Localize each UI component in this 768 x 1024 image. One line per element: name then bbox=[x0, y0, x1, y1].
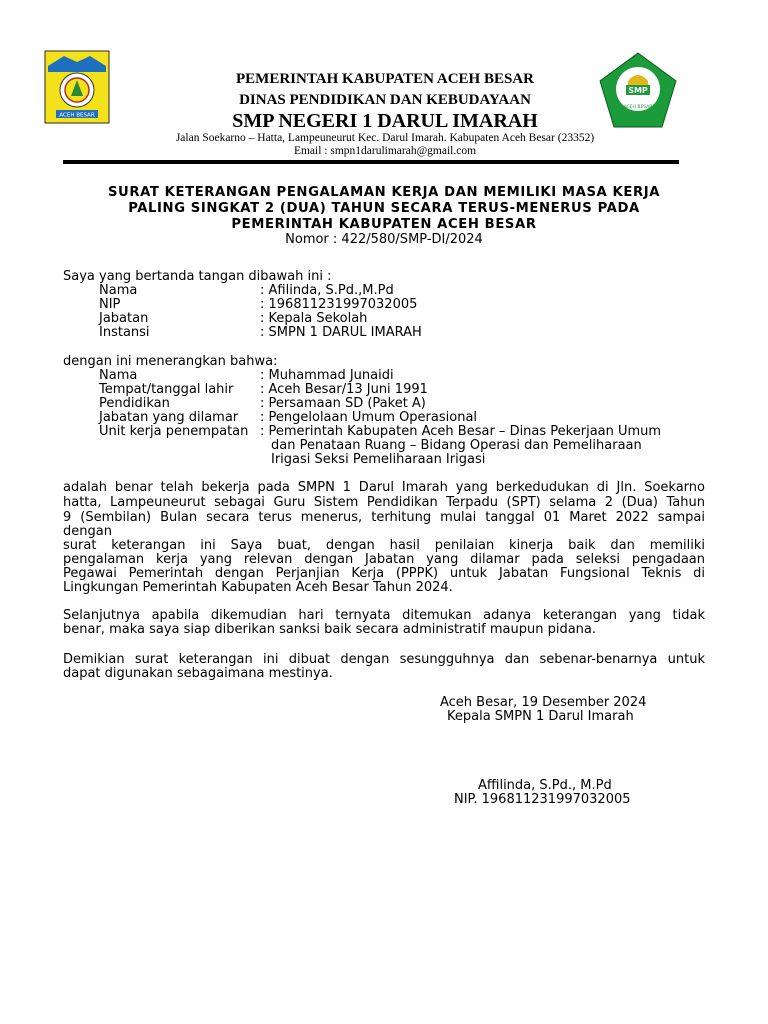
body-paragraph-1-line-3: 9 (Sembilan) Bulan secara terus menerus, terhitung mulai tanggal 01 Maret 2022 sampai bbox=[63, 510, 705, 525]
subject-name-label: Nama bbox=[99, 368, 138, 383]
letter-title-line-1: SURAT KETERANGAN PENGALAMAN KERJA DAN MEMILIKI MASA KERJA bbox=[107, 185, 661, 200]
letter-number: Nomor : 422/580/SMP-DI/2024 bbox=[285, 232, 483, 247]
subject-work-unit-value: : Pemerintah Kabupaten Aceh Besar – Dinas Pekerjaan Umum bbox=[260, 424, 662, 439]
letterhead-department: DINAS PENDIDIKAN DAN KEBUDAYAAN bbox=[239, 92, 531, 108]
aceh-besar-crest-logo bbox=[44, 50, 110, 124]
body-paragraph-2-line-2: benar, maka saya siap diberikan sanksi baik secara administratif maupun pidana. bbox=[63, 622, 597, 637]
letterhead-government: PEMERINTAH KABUPATEN ACEH BESAR bbox=[236, 71, 534, 87]
signer-intro: Saya yang bertanda tangan dibawah ini : bbox=[63, 269, 332, 284]
letterhead-school-name: SMP NEGERI 1 DARUL IMARAH bbox=[232, 110, 538, 132]
signer-name-label: Nama bbox=[99, 283, 138, 298]
letter-title-line-2: PALING SINGKAT 2 (DUA) TAHUN SECARA TERUS-MENERUS PADA bbox=[128, 201, 640, 216]
signer-position-label: Jabatan bbox=[99, 311, 149, 326]
body-paragraph-1-line-2: hatta, Lampeuneurut sebagai Guru Sistem Pendidikan Terpadu (SPT) selama 2 (Dua) Tahun bbox=[63, 495, 705, 510]
signer-institution-value: : SMPN 1 DARUL IMARAH bbox=[260, 325, 422, 340]
signer-nip-label: NIP bbox=[99, 297, 121, 312]
crest-banner-text: ACEH BESAR bbox=[59, 112, 95, 119]
body-paragraph-1-line-6: pengalaman kerja yang relevan dengan Jabatan yang dilamar pada seleksi pengadaan bbox=[63, 552, 705, 567]
closing-place-date: Aceh Besar, 19 Desember 2024 bbox=[440, 695, 647, 710]
signer-institution-label: Instansi bbox=[99, 325, 150, 340]
subject-applied-position-label: Jabatan yang dilamar bbox=[99, 410, 239, 425]
body-paragraph-1-line-7: Pegawai Pemerintah dengan Perjanjian Kerja (PPPK) untuk Jabatan Fungsional Teknis di bbox=[63, 566, 705, 581]
smp-logo-text: SMP bbox=[628, 86, 648, 95]
body-paragraph-3-line-2: dapat digunakan sebagaimana mestinya. bbox=[63, 666, 333, 681]
subject-birth-label: Tempat/tanggal lahir bbox=[99, 382, 234, 397]
smp-logo-caption: ACEH BESAR bbox=[623, 105, 653, 110]
body-paragraph-1-line-1: adalah benar telah bekerja pada SMPN 1 Darul Imarah yang berkedudukan di Jln. Soekarno bbox=[63, 480, 705, 495]
body-paragraph-1-line-5: surat keterangan ini Saya buat, dengan hasil penilaian kinerja baik dan memiliki bbox=[63, 538, 705, 553]
body-paragraph-3-line-1: Demikian surat keterangan ini dibuat dengan sesungguhnya dan sebenar-benarnya untuk bbox=[63, 652, 705, 667]
closing-signer-name: Affilinda, S.Pd., M.Pd bbox=[478, 778, 612, 793]
signer-name-value: : Afilinda, S.Pd.,M.Pd bbox=[260, 283, 394, 298]
letterhead-divider bbox=[63, 160, 679, 164]
letter-title-line-3: PEMERINTAH KABUPATEN ACEH BESAR bbox=[231, 217, 537, 232]
body-paragraph-2-line-1: Selanjutnya apabila dikemudian hari ternyata ditemukan adanya keterangan yang tidak bbox=[63, 608, 705, 623]
body-paragraph-1-line-4: dengan bbox=[63, 524, 112, 539]
letterhead-email: Email : smpn1darulimarah@gmail.com bbox=[293, 145, 477, 157]
subject-education-label: Pendidikan bbox=[99, 396, 170, 411]
closing-position: Kepala SMPN 1 Darul Imarah bbox=[447, 709, 634, 724]
subject-birth-value: : Aceh Besar/13 Juni 1991 bbox=[260, 382, 428, 397]
subject-education-value: : Persamaan SD (Paket A) bbox=[260, 396, 426, 411]
subject-intro: dengan ini menerangkan bahwa: bbox=[63, 354, 278, 369]
subject-work-unit-label: Unit kerja penempatan bbox=[99, 424, 249, 439]
signer-position-value: : Kepala Sekolah bbox=[260, 311, 368, 326]
subject-applied-position-value: : Pengelolaan Umum Operasional bbox=[260, 410, 478, 425]
subject-name-value: : Muhammad Junaidi bbox=[260, 368, 394, 383]
letterhead-address: Jalan Soekarno – Hatta, Lampeuneurut Kec. Darul Imarah. Kabupaten Aceh Besar (23352) bbox=[175, 132, 595, 144]
body-paragraph-1-line-8: Lingkungan Pemerintah Kabupaten Aceh Besar Tahun 2024. bbox=[63, 580, 453, 595]
signer-nip-value: : 196811231997032005 bbox=[260, 297, 418, 312]
subject-work-unit-continued-1: dan Penataan Ruang – Bidang Operasi dan Pemeliharaan bbox=[271, 438, 642, 453]
closing-signer-nip: NIP. 196811231997032005 bbox=[454, 792, 631, 807]
subject-work-unit-continued-2: Irigasi Seksi Pemeliharaan Irigasi bbox=[271, 452, 486, 467]
